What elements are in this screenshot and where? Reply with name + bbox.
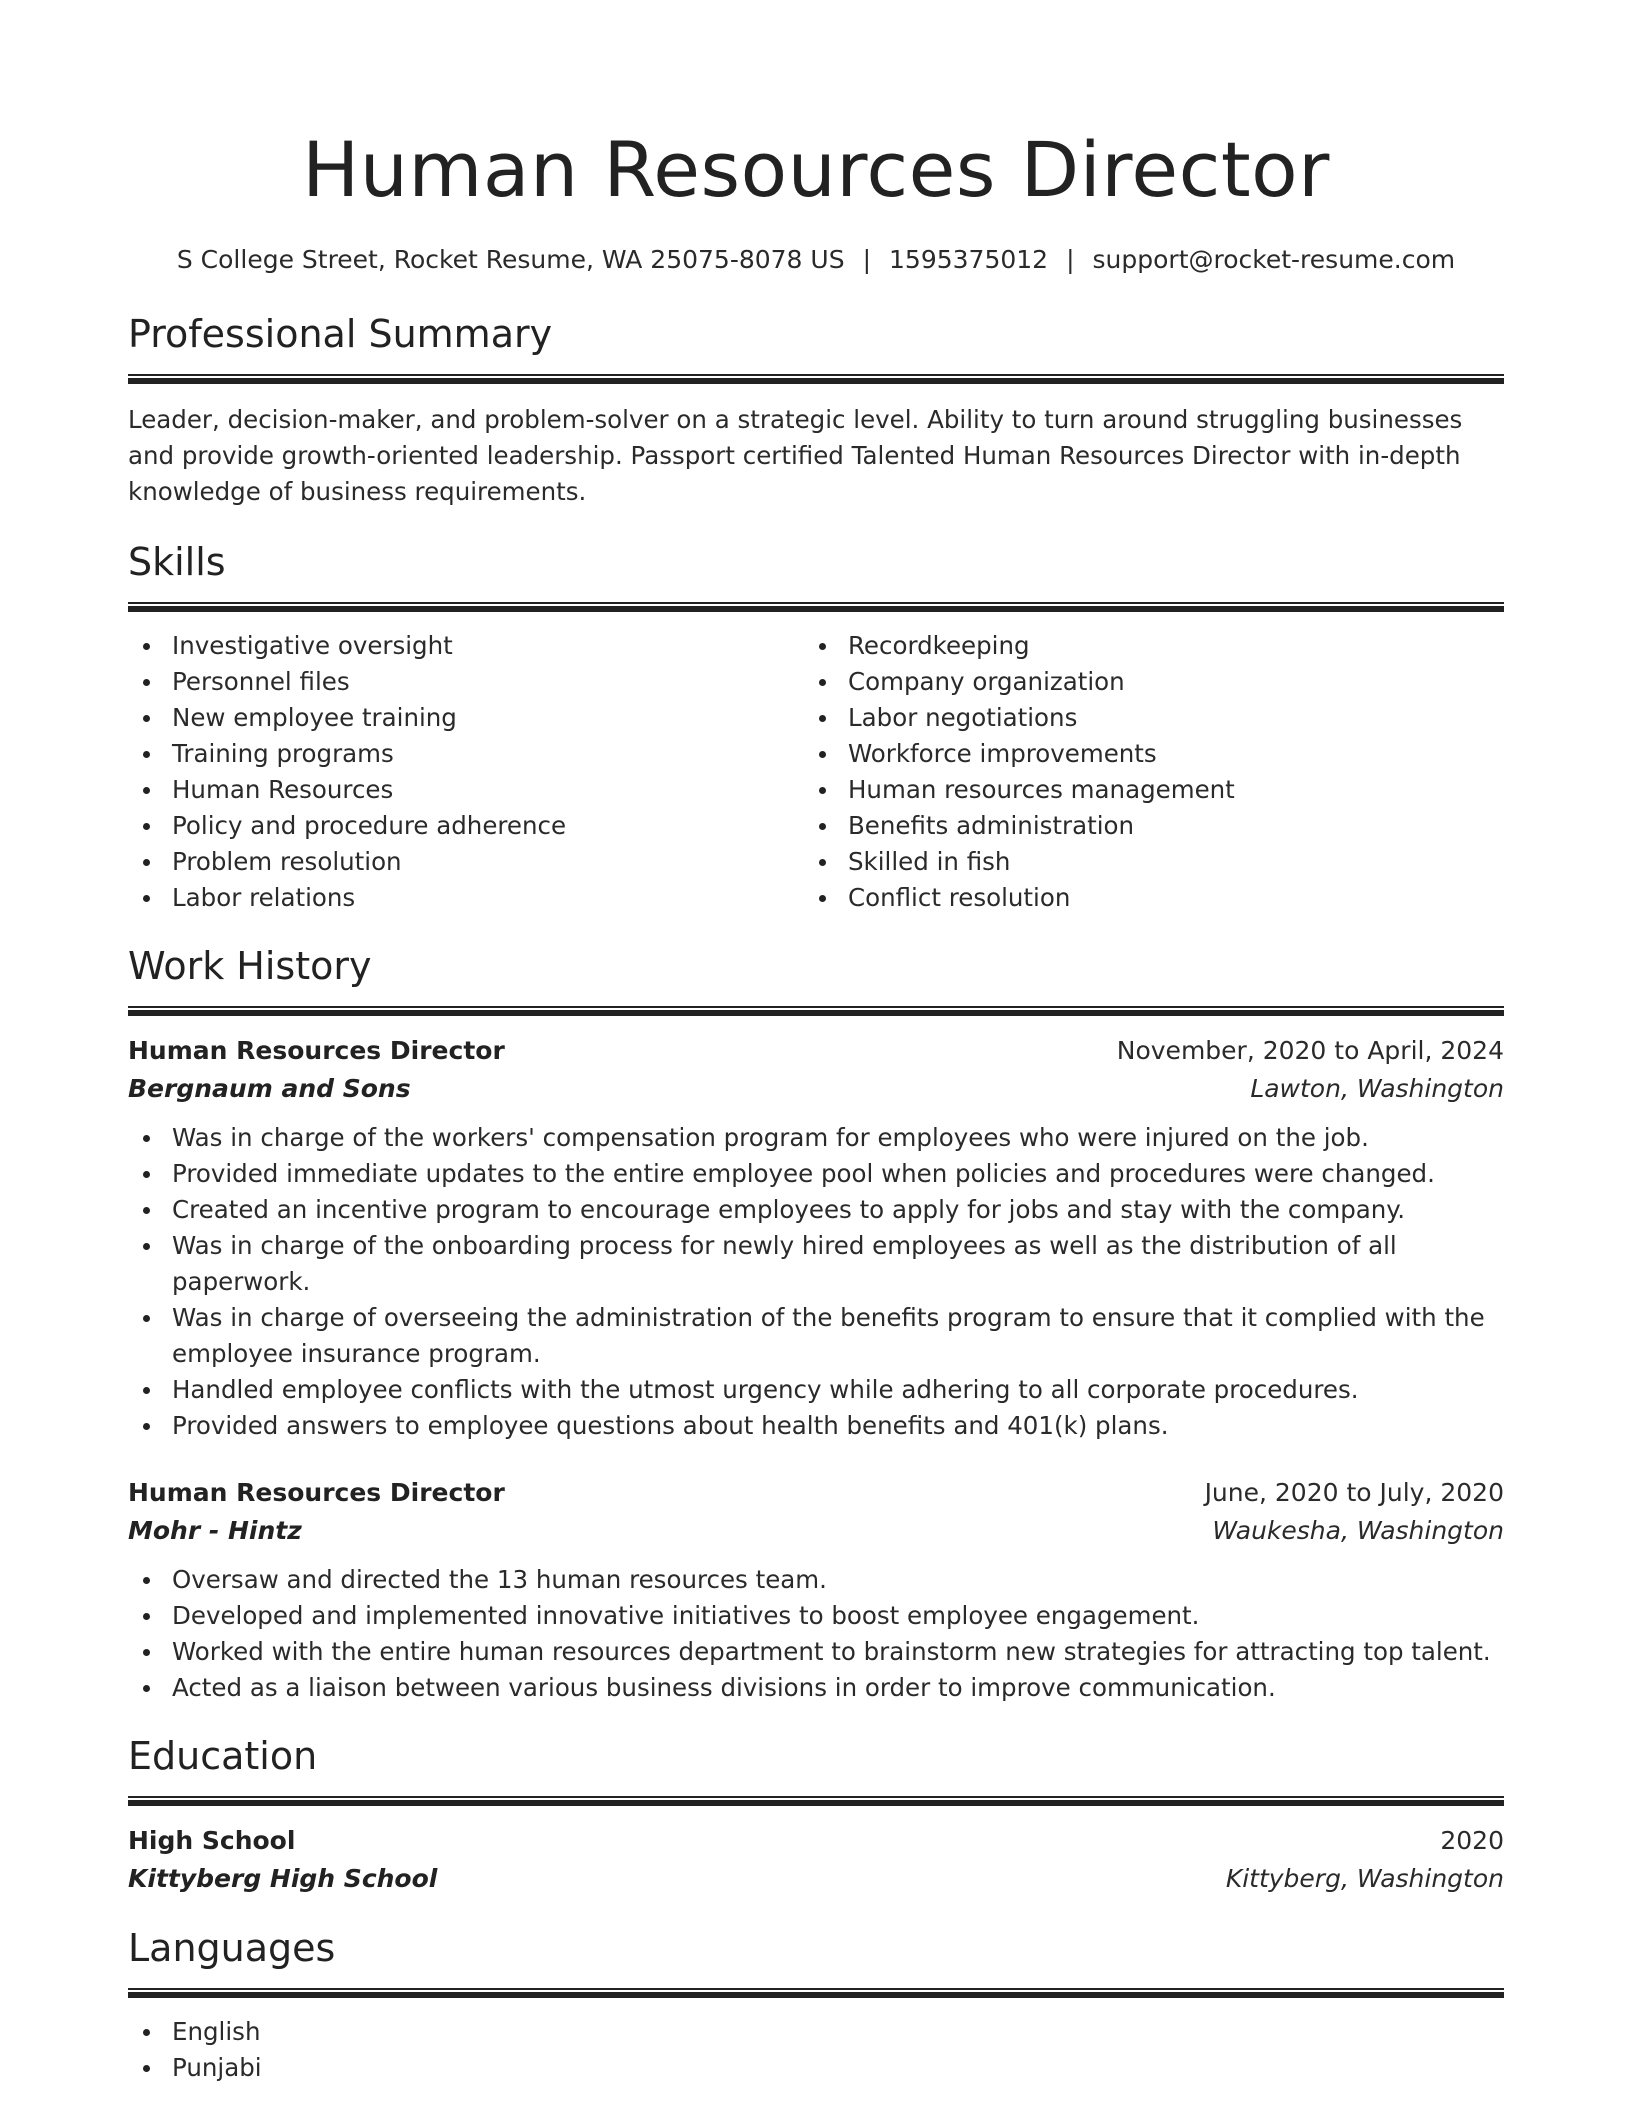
language-item: Punjabi (128, 2050, 1504, 2086)
languages-list (128, 2014, 1504, 2086)
education-entry (128, 1822, 1504, 1898)
contact-line (128, 242, 1504, 278)
summary-text: Leader, decision-maker, and problem-solver on a strategic level. Ability to turn around struggling businesses and provide growth-oriented leadership. Passport certified Talented Human Resources Director with in-depth knowledge of business requirements. (128, 405, 1463, 506)
skills-section (128, 536, 1504, 916)
job-title: Human Resources Director (128, 1036, 505, 1065)
job-company: Mohr - Hintz (128, 1516, 302, 1545)
skill-item: Conflict resolution (804, 880, 1480, 916)
job-dates: November, 2020 to April, 2024 (1116, 1036, 1504, 1065)
job-company-row (128, 1070, 1504, 1108)
skill-item: Human Resources (128, 772, 804, 808)
skills-grid (128, 628, 1504, 916)
education-year: 2020 (1440, 1826, 1504, 1855)
skill-item: Investigative oversight (128, 628, 804, 664)
skill-item: Policy and procedure adherence (128, 808, 804, 844)
section-divider (128, 1006, 1504, 1016)
skill-item: New employee training (128, 700, 804, 736)
skills-list-right (804, 628, 1480, 916)
job-bullet: Was in charge of overseeing the administration of the benefits program to ensure that it complied with the employee insurance program. (128, 1300, 1504, 1372)
job-bullet: Acted as a liaison between various business divisions in order to improve communication. (128, 1670, 1504, 1706)
job-entry (128, 1032, 1504, 1444)
languages-section (128, 1922, 1504, 2086)
work-history-section (128, 940, 1504, 1706)
job-entry (128, 1474, 1504, 1706)
skill-item: Benefits administration (804, 808, 1480, 844)
job-bullets (128, 1562, 1504, 1706)
skill-item: Personnel files (128, 664, 804, 700)
job-title: Human Resources Director (128, 1478, 505, 1507)
skill-item: Labor negotiations (804, 700, 1480, 736)
job-bullet: Handled employee conflicts with the utmost urgency while adhering to all corporate procedures. (128, 1372, 1504, 1408)
contact-email: support@rocket-resume.com (1092, 245, 1456, 274)
resume-title: Human Resources Director (302, 125, 1330, 214)
education-degree: High School (128, 1826, 296, 1855)
section-divider (128, 1988, 1504, 1998)
section-heading-languages: Languages (128, 1926, 336, 1970)
job-bullet: Created an incentive program to encourage employees to apply for jobs and stay with the company. (128, 1192, 1504, 1228)
section-divider (128, 1796, 1504, 1806)
contact-separator: | (1066, 245, 1075, 274)
section-heading-skills: Skills (128, 540, 226, 584)
contact-phone: 1595375012 (889, 245, 1049, 274)
skill-item: Training programs (128, 736, 804, 772)
skill-item: Problem resolution (128, 844, 804, 880)
skill-item: Workforce improvements (804, 736, 1480, 772)
skill-item: Labor relations (128, 880, 804, 916)
job-bullet: Provided immediate updates to the entire employee pool when policies and procedures were changed. (128, 1156, 1504, 1192)
summary-section (128, 308, 1504, 510)
job-bullet: Worked with the entire human resources department to brainstorm new strategies for attracting top talent. (128, 1634, 1504, 1670)
skills-list-left (128, 628, 804, 916)
education-header-row (128, 1822, 1504, 1860)
education-location: Kittyberg, Washington (1225, 1864, 1504, 1893)
job-company: Bergnaum and Sons (128, 1074, 411, 1103)
skill-item: Human resources management (804, 772, 1480, 808)
job-bullets (128, 1120, 1504, 1444)
section-heading-work-history: Work History (128, 944, 372, 988)
education-school: Kittyberg High School (128, 1864, 438, 1893)
education-school-row (128, 1860, 1504, 1898)
job-dates: June, 2020 to July, 2020 (1204, 1478, 1504, 1507)
job-bullet: Provided answers to employee questions about health benefits and 401(k) plans. (128, 1408, 1504, 1444)
skill-item: Company organization (804, 664, 1480, 700)
job-bullet: Was in charge of the onboarding process for newly hired employees as well as the distribution of all paperwork. (128, 1228, 1504, 1300)
job-bullet: Was in charge of the workers' compensation program for employees who were injured on the job. (128, 1120, 1504, 1156)
job-location: Lawton, Washington (1250, 1074, 1504, 1103)
job-header-row (128, 1474, 1504, 1512)
job-company-row (128, 1512, 1504, 1550)
skill-item: Skilled in fish (804, 844, 1480, 880)
section-heading-summary: Professional Summary (128, 312, 553, 356)
language-item: English (128, 2014, 1504, 2050)
section-heading-education: Education (128, 1734, 318, 1778)
job-bullet: Oversaw and directed the 13 human resources team. (128, 1562, 1504, 1598)
job-bullet: Developed and implemented innovative initiatives to boost employee engagement. (128, 1598, 1504, 1634)
education-section (128, 1730, 1504, 1898)
job-header-row (128, 1032, 1504, 1070)
section-divider (128, 374, 1504, 384)
job-location: Waukesha, Washington (1212, 1516, 1504, 1545)
contact-separator: | (862, 245, 872, 274)
section-divider (128, 602, 1504, 612)
skill-item: Recordkeeping (804, 628, 1480, 664)
contact-address: S College Street, Rocket Resume, WA 25075-8078 US (176, 245, 845, 274)
